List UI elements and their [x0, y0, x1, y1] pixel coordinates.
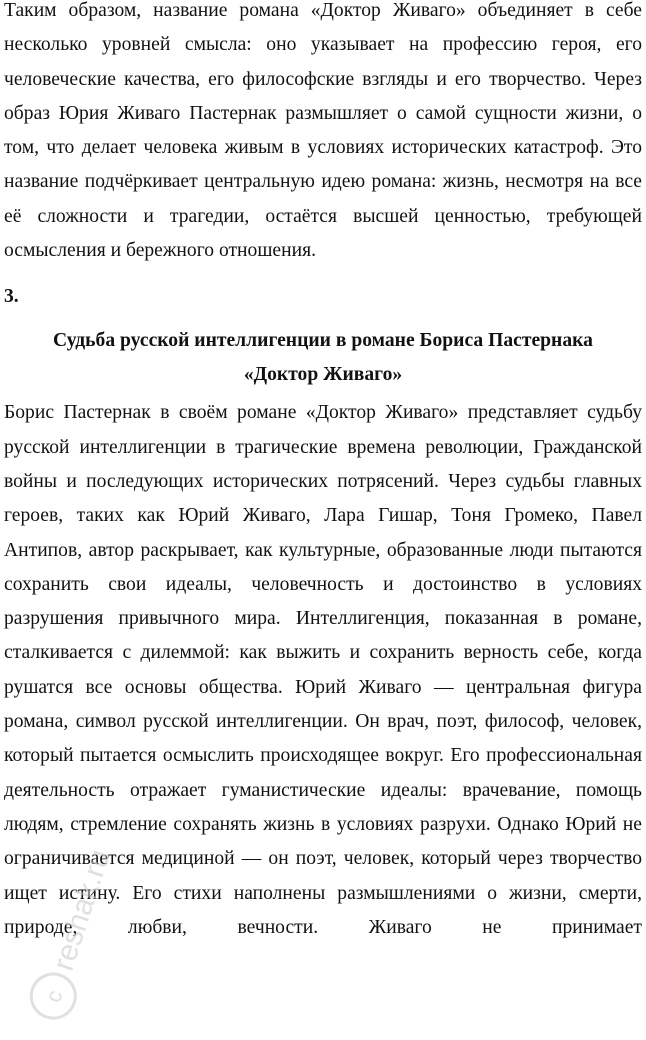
watermark-text: reshak.ru — [46, 845, 117, 975]
paragraph-body: Борис Пастернак в своём романе «Доктор Живаго» представляет судьбу русской интеллигенции в трагические времена революции, Гражданской войны и последующих исторических потрясений. Через судьбы главных героев, таких как Юрий Живаго, Лара Гишар, Тоня Громеко, Павел Антипов, автор раскрывает, как культурные, образованные люди пытаются сохранить свои идеалы, человечность и достоинство в условиях разрушения привычного мира. Интеллигенция, показанная в романе, сталкивается с дилеммой: как выжить и сохранить верность себе, когда рушатся все основы общества. Юрий Живаго — центральная фигура романа, символ русской интеллигенции. Он врач, поэт, философ, человек, который пытается осмыслить происходящее вокруг. Его профессиональная деятельность отражает гуманистические идеалы: врачевание, помощь людям, стремление сохранять жизнь в условиях разрухи. Однако Юрий не ограничивается медициной — он поэт, человек, который через творчество ищет истину. Его стихи наполнены размышлениями о жизни, смерти, природе, любви, вечности. Живаго не принимает — [4, 402, 642, 938]
paragraph-conclusion: Таким образом, название романа «Доктор Живаго» объединяет в себе несколько уровней смысла: оно указывает на профессию героя, его человеческие качества, его философские взгляды и его творчество. Через образ Юрия Живаго Пастернак размышляет о самой сущности жизни, о том, что делает человека живым в условиях исторических катастроф. Это название подчёркивает центральную идею романа: жизнь, несмотря на все её сложности и трагедии, остаётся высшей ценностью, требующей осмысления и бережного отношения. — [4, 0, 642, 262]
svg-text:c: c — [40, 987, 68, 1006]
section-title-line-2: «Доктор Живаго» — [243, 364, 403, 386]
section-number: 3. — [4, 286, 19, 308]
section-title — [4, 324, 642, 392]
section-title-line-1: Судьба русской интеллигенции в романе Бориса Пастернака — [53, 330, 593, 352]
